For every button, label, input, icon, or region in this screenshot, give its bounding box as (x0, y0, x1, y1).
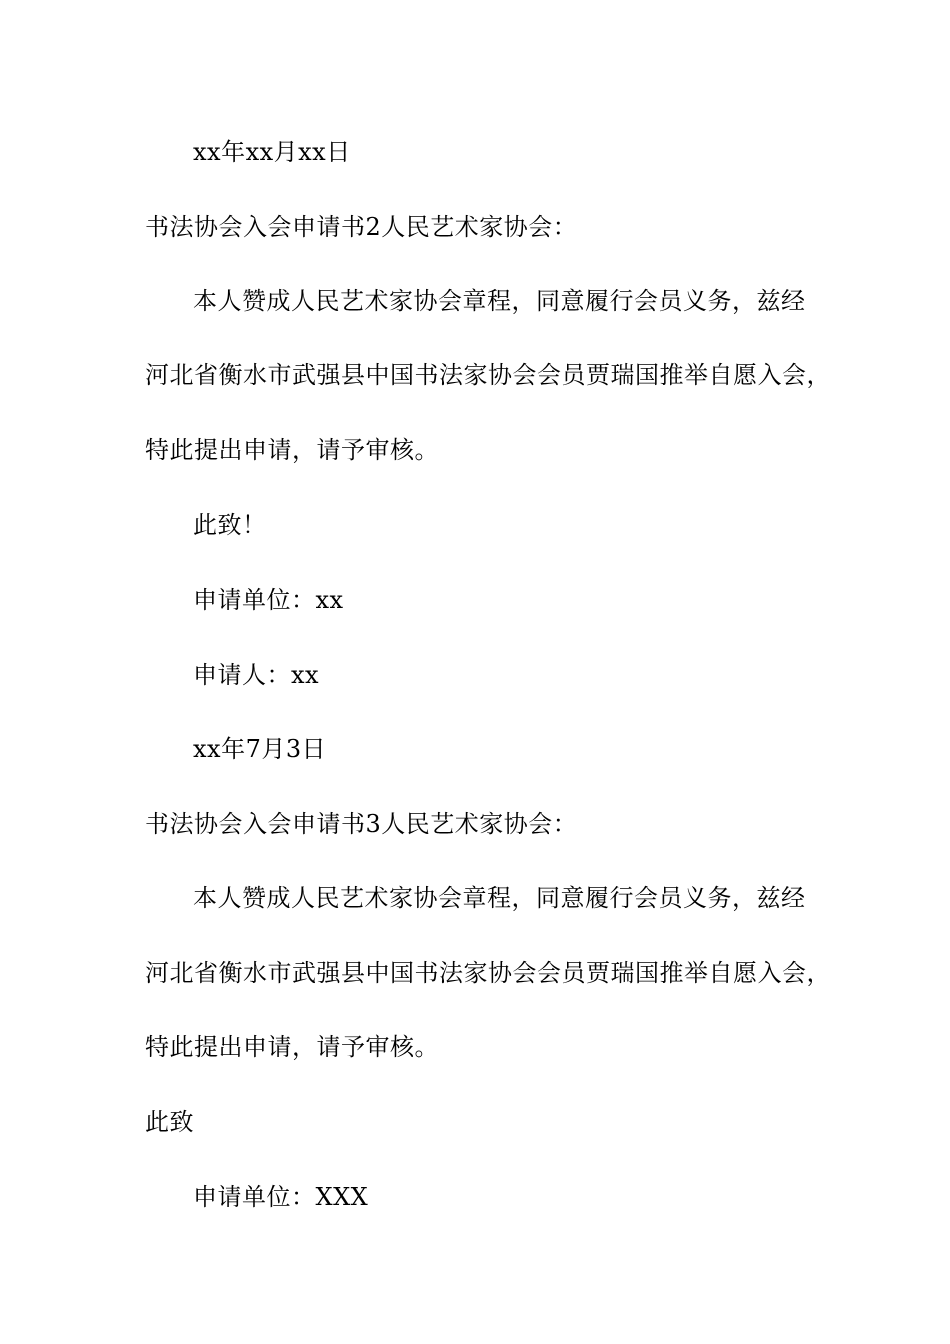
date-line: xx年xx月xx日 (193, 138, 351, 166)
body-paragraph-line: 河北省衡水市武强县中国书法家协会会员贾瑞国推举自愿入会， (145, 959, 831, 987)
body-paragraph-line: 本人赞成人民艺术家协会章程，同意履行会员义务，兹经 (193, 287, 806, 315)
letter-heading: 书法协会入会申请书3人民艺术家协会： (145, 810, 578, 838)
body-paragraph-line: 特此提出申请，请予审核。 (145, 1033, 439, 1061)
body-paragraph-line: 河北省衡水市武强县中国书法家协会会员贾瑞国推举自愿入会， (145, 361, 831, 389)
body-paragraph-line: 特此提出申请，请予审核。 (145, 436, 439, 464)
closing-salutation: 此致！ (193, 511, 267, 539)
body-paragraph-line: 本人赞成人民艺术家协会章程，同意履行会员义务，兹经 (193, 884, 806, 912)
closing-salutation: 此致 (145, 1108, 194, 1136)
applicant-line: 申请人：xx (193, 661, 320, 689)
applicant-unit-line: 申请单位：XXX (193, 1183, 369, 1211)
letter-heading: 书法协会入会申请书2人民艺术家协会： (145, 213, 578, 241)
date-line: xx年7月3日 (193, 735, 327, 763)
applicant-unit-line: 申请单位：xx (193, 586, 344, 614)
